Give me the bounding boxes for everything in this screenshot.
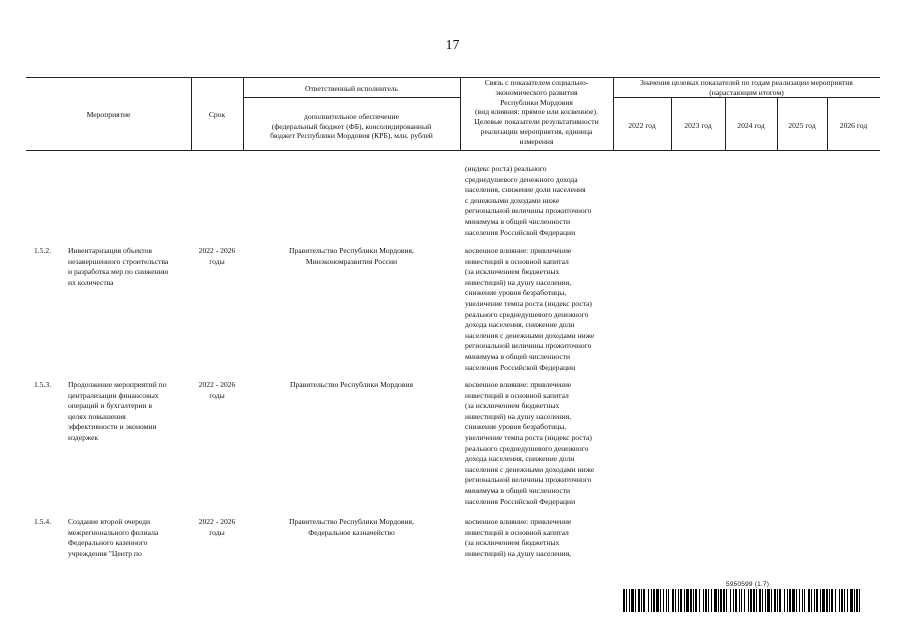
row-link: косвенное влияние: привлечение инвестиций в основной капитал (за исключением бюджетных инвестиций) на душу населения, снижение уровня безработицы, увеличение темпа роста (индекс роста) реального среднедушевого денежного дохода населения, снижение доли населения с денежными доходами ниже региональной величины прожиточного минимума в общей численности населения Российской Федерации — [465, 246, 595, 372]
header-year-2025: 2025 год — [788, 121, 816, 130]
barcode-number: 5950599 (1.7) — [726, 581, 770, 588]
barcode-icon — [623, 589, 860, 612]
header-responsible: Ответственный исполнитель — [305, 84, 398, 93]
header-mid-border — [243, 97, 460, 98]
header-year-2022: 2022 год — [628, 121, 656, 130]
row-term: 2022 - 2026 годы — [198, 517, 236, 537]
row-responsible: Правительство Республики Мордовия — [289, 380, 413, 389]
row-number: 1.5.2. — [34, 246, 52, 255]
header-funding: дополнительное обеспечение (федеральный бюджет (ФБ), консолидированный бюджет Республики Мордовия (КРБ), млн. рублей — [270, 112, 433, 141]
row-measure: Инвентаризация объектов незавершенного строительства и разработка мер по снижению их количества — [68, 246, 169, 287]
row-measure: Создание второй очереди межрегионального филиала Федерального казенного учреждения "Центр по — [68, 517, 159, 558]
header-year-2023: 2023 год — [684, 121, 712, 130]
row-responsible: Правительство Республики Мордовия, Минэкономразвития России — [289, 246, 414, 266]
row-responsible: Правительство Республики Мордовия, Федеральное казначейство — [289, 517, 414, 537]
header-year-2026: 2026 год — [839, 121, 868, 130]
header-link: Связь с показателем социально- экономического развития Республики Мордовия (вид влияния: прямое или косвенное). Целевые показатели результативности реализации мероприятия, единица измерения — [474, 78, 599, 146]
header-year-2024: 2024 год — [737, 121, 765, 130]
row-term: 2022 - 2026 годы — [198, 380, 236, 400]
header-measure: Мероприятие — [86, 110, 131, 119]
row-link: косвенное влияние: привлечение инвестиций в основной капитал (за исключением бюджетных инвестиций) на душу населения, — [465, 517, 572, 558]
continuation-text: (индекс роста) реального среднедушевого денежного дохода населения, снижение доли населения с денежными доходами ниже региональной величины прожиточного минимума в общей численности населения Российской Федерации — [465, 164, 592, 237]
row-term: 2022 - 2026 годы — [198, 246, 236, 266]
row-link: косвенное влияние: привлечение инвестиций в основной капитал (за исключением бюджетных инвестиций) на душу населения, снижение уровня безработицы, увеличение темпа роста (индекс роста) реального среднедушевого денежного дохода населения, снижение доли населения с денежными доходами ниже региональной величины прожиточного минимума в общей численности населения Российской Федерации — [465, 380, 595, 506]
page-number: 17 — [445, 38, 460, 53]
header-bottom-border — [26, 150, 880, 151]
row-measure: Продолжение мероприятий по централизации финансовых операций и бухгалтерии в целях повышения эффективности и экономии издержек — [68, 380, 167, 442]
row-number: 1.5.3. — [34, 380, 52, 389]
header-term: Срок — [208, 110, 226, 119]
header-values: Значения целевых показателей по годам реализации мероприятия (нарастающим итогом) — [640, 78, 853, 97]
row-number: 1.5.4. — [34, 517, 52, 526]
